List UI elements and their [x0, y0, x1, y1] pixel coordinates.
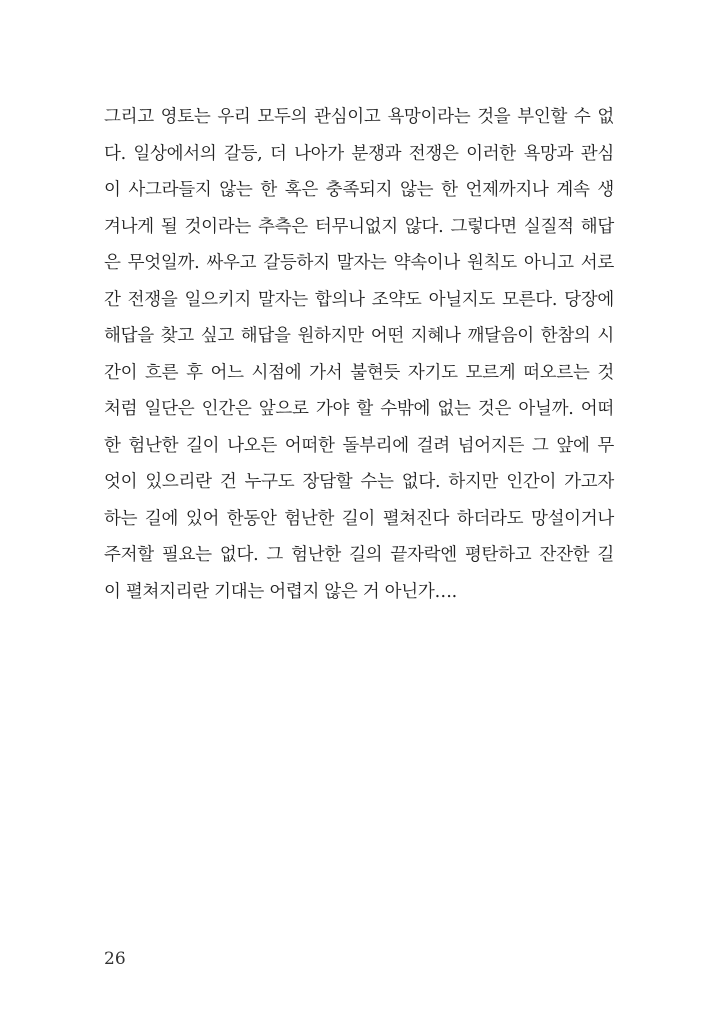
text-line: 처럼 일단은 인간은 앞으로 가야 할 수밖에 없는 것은 아닐까. 어떠	[104, 399, 614, 419]
text-line: 해답을 찾고 싶고 해답을 원하지만 어떤 지혜나 깨달음이 한참의 시	[104, 326, 614, 346]
text-line: 한 험난한 길이 나오든 어떠한 돌부리에 걸려 넘어지든 그 앞에 무	[104, 435, 614, 456]
text-line: 이 사그라들지 않는 한 혹은 충족되지 않는 한 언제까지나 계속 생	[104, 180, 614, 200]
text-line: 간 전쟁을 일으키지 말자는 합의나 조약도 아닐지도 모른다. 당장에	[104, 289, 614, 310]
text-line: 하는 길에 있어 한동안 험난한 길이 펼쳐진다 하더라도 망설이거나	[104, 508, 614, 529]
text-line: 엇이 있으리란 건 누구도 장담할 수는 없다. 하지만 인간이 가고자	[104, 472, 614, 492]
page-number: 26	[104, 949, 126, 969]
text-line: 다. 일상에서의 갈등, 더 나아가 분쟁과 전쟁은 이러한 욕망과 관심	[104, 143, 614, 164]
text-line: 그리고 영토는 우리 모두의 관심이고 욕망이라는 것을 부인할 수 없	[104, 107, 614, 127]
text-line: 은 무엇일까. 싸우고 갈등하지 말자는 약속이나 원칙도 아니고 서로	[104, 253, 614, 273]
body-paragraph	[104, 99, 614, 610]
text-line-last: 이 펼쳐지리란 기대는 어렵지 않은 거 아닌가….	[104, 581, 457, 602]
text-line: 간이 흐른 후 어느 시점에 가서 불현듯 자기도 모르게 떠오르는 것	[104, 362, 614, 383]
text-line: 겨나게 될 것이라는 추측은 터무니없지 않다. 그렇다면 실질적 해답	[104, 216, 614, 237]
text-line: 주저할 필요는 없다. 그 험난한 길의 끝자락엔 평탄하고 잔잔한 길	[104, 545, 614, 565]
